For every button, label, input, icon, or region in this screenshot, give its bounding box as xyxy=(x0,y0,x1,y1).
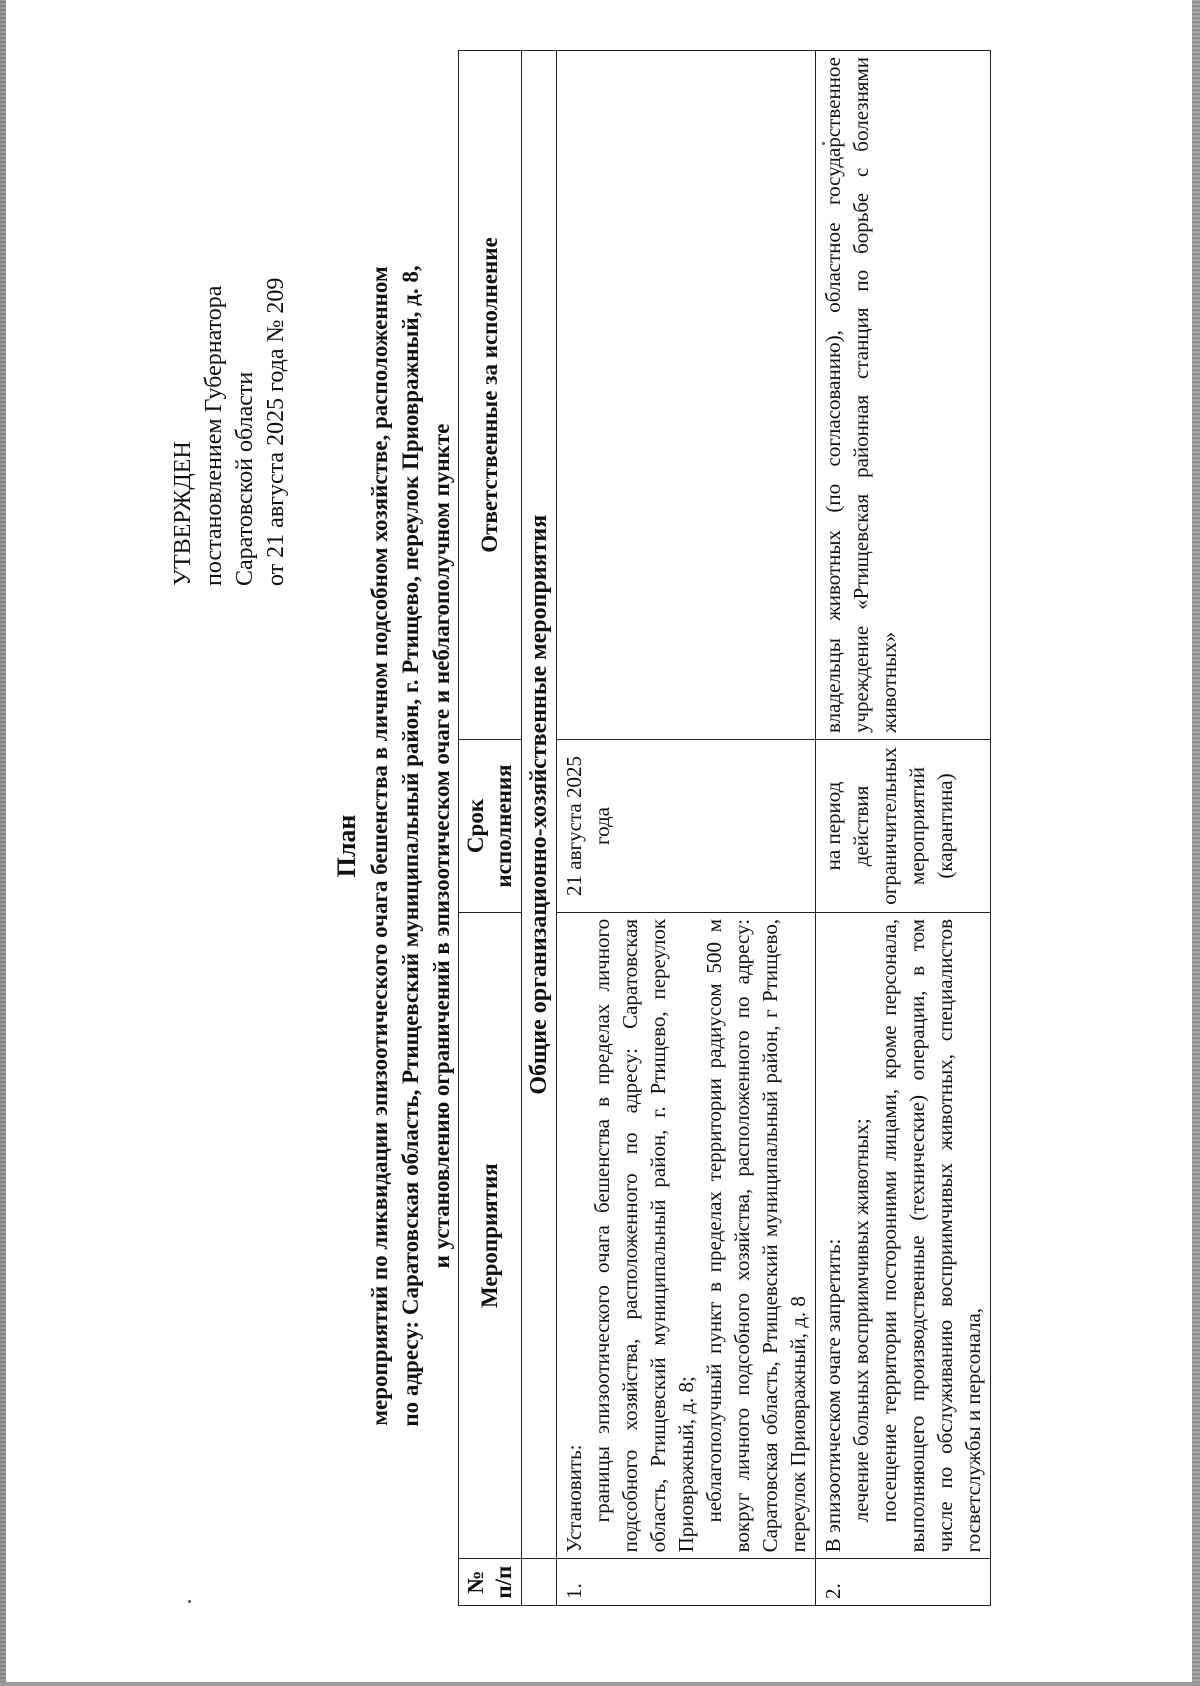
title-line: и установлению ограничений в эпизоотическом очаге и неблагополучном пункте xyxy=(429,423,454,1269)
measure-intro: В эпизоотическом очаге запретить: xyxy=(821,1238,845,1553)
header-measure: Мероприятия xyxy=(459,912,522,1558)
measures-table xyxy=(458,50,991,1606)
row-measure xyxy=(816,912,991,1558)
title-heading: План xyxy=(332,814,361,878)
approval-line: Саратовской области xyxy=(232,371,258,586)
row-num: 2. xyxy=(816,1559,991,1606)
title-line: по адресу: Саратовская область, Ртищевский муниципальный район, г. Ртищево, переулок Приовражный, д. 8, xyxy=(398,265,423,1427)
table-row xyxy=(557,51,816,1606)
header-responsible: Ответственные за исполнение xyxy=(459,51,522,740)
header-term: Срок исполнения xyxy=(459,740,522,913)
measure-paragraph: неблагополучный пункт в пределах территории радиусом 500 м вокруг личного подсобного хозяйства, расположенного по адресу: Саратовская область, Ртищевский муниципальный район, г Ртищево, переулок Приовражный, д. 8 xyxy=(702,918,810,1553)
row-responsible xyxy=(557,51,816,740)
row-num: 1. xyxy=(557,1559,816,1606)
measure-paragraph: границы эпизоотического очага бешенства в пределах личного подсобного хозяйства, расположенного по адресу: Саратовская область, Ртищевский муниципальный район, г. Ртищево, переулок Приовражный, д. 8; xyxy=(590,918,698,1553)
section-row xyxy=(522,51,557,1606)
title-line: мероприятий по ликвидации эпизоотического очага бешенства в личном подсобном хозяйстве, расположенном xyxy=(367,266,392,1426)
document-title xyxy=(330,136,457,1556)
approval-line: постановлением Губернатора xyxy=(201,285,227,586)
section-title: Общие организационно-хозяйственные мероприятия xyxy=(522,51,557,1559)
row-term: 21 августа 2025 года xyxy=(557,740,816,913)
row-responsible: владельцы животных (по согласованию), областное государственное учреждение «Ртищевская районная станция по борьбе с болезнями животных» xyxy=(816,51,991,740)
measure-paragraph: лечение больных восприимчивых животных; xyxy=(849,1118,873,1523)
approval-line: УТВЕРЖДЕН xyxy=(170,441,196,586)
approval-stamp xyxy=(168,278,292,586)
table-row xyxy=(816,51,991,1606)
measure-intro: Установить: xyxy=(562,1444,586,1553)
row-measure xyxy=(557,912,816,1558)
measure-paragraph: посещение территории посторонними лицами, кроме персонала, выполняющего производственные (технические) операции, в том числе по обслуживанию восприимчивых животных, специалистов госветслужбы и персонала, xyxy=(877,918,985,1553)
row-term: на период действия ограничительных мероприятий (карантина) xyxy=(816,740,991,913)
approval-line: от 21 августа 2025 года № 209 xyxy=(263,277,289,586)
table-header-row xyxy=(459,51,522,1606)
section-num-empty xyxy=(522,1559,557,1606)
header-num: № п/п xyxy=(459,1559,522,1606)
